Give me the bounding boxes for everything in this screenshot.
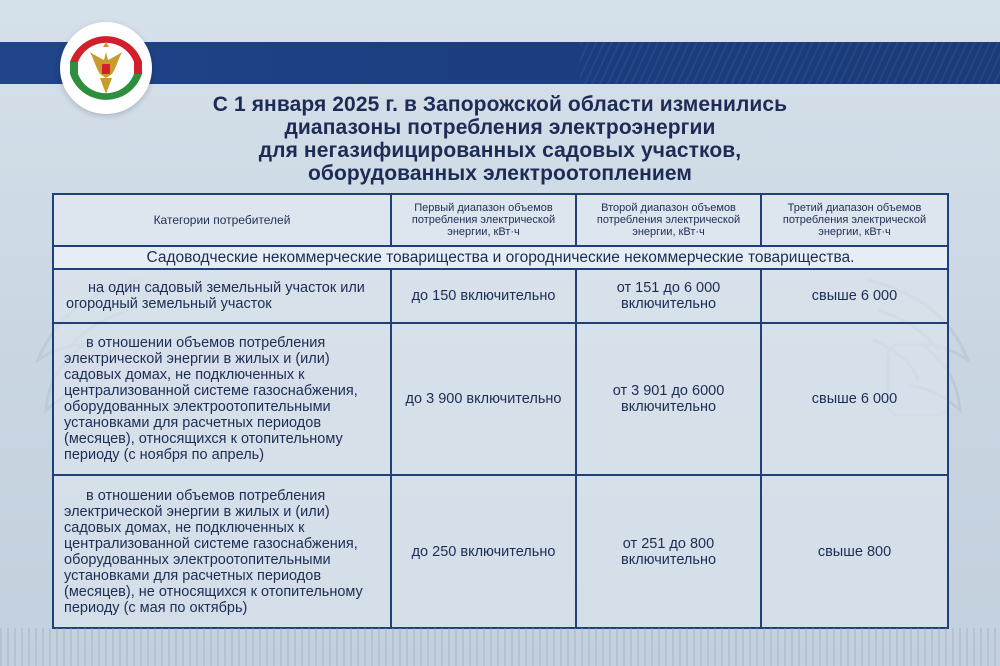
table-row xyxy=(53,269,948,323)
header-category: Категории потребителей xyxy=(53,194,391,246)
section-title: Садоводческие некоммерческие товарищества и огороднические некоммерческие товарищества. xyxy=(53,246,948,269)
title-line: оборудованных электроотоплением xyxy=(307,162,693,185)
title-line: для негазифицированных садовых участков, xyxy=(258,139,742,162)
header-first-range: Первый диапазон объемов потребления электрической энергии, кВт·ч xyxy=(391,194,576,246)
second-range-value: от 3 901 до 6000 включительно xyxy=(576,323,761,475)
footer-pattern xyxy=(0,628,1000,666)
title-line: диапазоны потребления электроэнергии xyxy=(284,116,716,139)
header-second-range: Второй диапазон объемов потребления электрической энергии, кВт·ч xyxy=(576,194,761,246)
title-line: С 1 января 2025 г. в Запорожской области изменились xyxy=(212,93,788,116)
table-row xyxy=(53,475,948,628)
row-description: в отношении объемов потребления электрической энергии в жилых и (или) садовых домах, не подключенных к централизованной системе газоснабжения, оборудованных электроотопительными установками для расчетных периодов (месяцев), не относящихся к отопительному периоду (с мая по октябрь) xyxy=(53,475,391,628)
first-range-value: до 250 включительно xyxy=(391,475,576,628)
first-range-value: до 3 900 включительно xyxy=(391,323,576,475)
second-range-value: от 151 до 6 000 включительно xyxy=(576,269,761,323)
second-range-value: от 251 до 800 включительно xyxy=(576,475,761,628)
first-range-value: до 150 включительно xyxy=(391,269,576,323)
table-section-row xyxy=(53,246,948,269)
third-range-value: свыше 800 xyxy=(761,475,948,628)
row-description: в отношении объемов потребления электрической энергии в жилых и (или) садовых домах, не подключенных к централизованной системе газоснабжения, оборудованных электроотопительными установками для расчетных периодов (месяцев), относящихся к отопительному периоду (с ноября по апрель) xyxy=(53,323,391,475)
consumption-ranges-table xyxy=(52,193,949,629)
table-header-row xyxy=(53,194,948,246)
table-row xyxy=(53,323,948,475)
page-title xyxy=(130,93,870,185)
third-range-value: свыше 6 000 xyxy=(761,269,948,323)
third-range-value: свыше 6 000 xyxy=(761,323,948,475)
header-third-range: Третий диапазон объемов потребления электрической энергии, кВт·ч xyxy=(761,194,948,246)
row-description: на один садовый земельный участок или огородный земельный участок xyxy=(53,269,391,323)
